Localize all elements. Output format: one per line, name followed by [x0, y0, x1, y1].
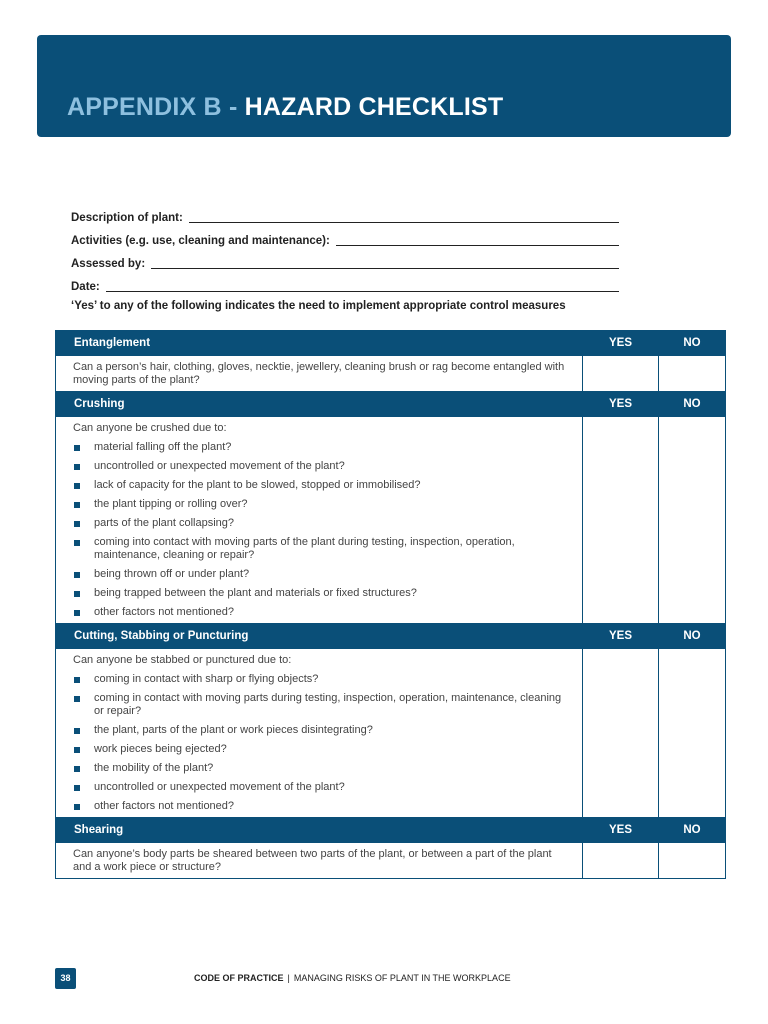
yes-header: YES — [583, 624, 659, 649]
list-item: lack of capacity for the plant to be slowed, stopped or immobilised? — [73, 479, 572, 492]
section-body-cutting — [56, 649, 726, 818]
yes-cell[interactable] — [583, 649, 659, 818]
footer-doc-title: CODE OF PRACTICE — [194, 973, 284, 983]
question-text — [56, 649, 583, 818]
yes-header: YES — [583, 392, 659, 417]
list-item: the plant tipping or rolling over? — [73, 498, 572, 511]
list-item: work pieces being ejected? — [73, 743, 572, 756]
question-text — [56, 417, 583, 624]
list-item: material falling off the plant? — [73, 441, 572, 454]
header-banner — [37, 35, 731, 137]
no-cell[interactable] — [659, 356, 726, 392]
section-body-crushing — [56, 417, 726, 624]
list-item: other factors not mentioned? — [73, 606, 572, 619]
field-label: Description of plant: — [71, 212, 183, 224]
question-text — [56, 356, 583, 392]
list-item: coming in contact with sharp or flying objects? — [73, 673, 572, 686]
field-label: Date: — [71, 281, 100, 293]
field-activities — [71, 225, 619, 248]
list-item: parts of the plant collapsing? — [73, 517, 572, 530]
field-assessed-by — [71, 248, 619, 271]
list-item: being thrown off or under plant? — [73, 568, 572, 581]
no-header: NO — [659, 392, 726, 417]
list-item: coming in contact with moving parts during testing, inspection, operation, maintenance, cleaning or repair? — [73, 692, 572, 718]
section-header-shearing — [56, 818, 726, 843]
yes-cell[interactable] — [583, 843, 659, 879]
section-header-cutting — [56, 624, 726, 649]
assessment-form — [71, 202, 619, 294]
section-body-shearing — [56, 843, 726, 879]
section-title: Cutting, Stabbing or Puncturing — [56, 624, 583, 649]
question-lead: Can anyone be stabbed or punctured due to: — [73, 654, 292, 666]
list-item: coming into contact with moving parts of the plant during testing, inspection, operation, maintenance, cleaning or repair? — [73, 536, 572, 562]
instruction-note: ‘Yes’ to any of the following indicates the need to implement appropriate control measures — [71, 300, 566, 312]
no-cell[interactable] — [659, 843, 726, 879]
no-header: NO — [659, 331, 726, 356]
page-title — [67, 95, 503, 120]
list-item: the mobility of the plant? — [73, 762, 572, 775]
list-item: being trapped between the plant and materials or fixed structures? — [73, 587, 572, 600]
section-title: Crushing — [56, 392, 583, 417]
field-date — [71, 271, 619, 294]
section-header-entanglement — [56, 331, 726, 356]
field-label: Activities (e.g. use, cleaning and maintenance): — [71, 235, 330, 247]
question-text — [56, 843, 583, 879]
description-line[interactable] — [189, 221, 619, 223]
page-number: 38 — [55, 968, 76, 989]
footer-separator: | — [287, 973, 290, 983]
section-header-crushing — [56, 392, 726, 417]
question: Can a person’s hair, clothing, gloves, necktie, jewellery, cleaning brush or rag become entangled with moving parts of the plant? — [73, 361, 565, 386]
yes-cell[interactable] — [583, 356, 659, 392]
assessed-by-line[interactable] — [151, 267, 619, 269]
no-header: NO — [659, 818, 726, 843]
yes-cell[interactable] — [583, 417, 659, 624]
field-description — [71, 202, 619, 225]
no-cell[interactable] — [659, 417, 726, 624]
footer-text — [194, 973, 511, 983]
no-header: NO — [659, 624, 726, 649]
no-cell[interactable] — [659, 649, 726, 818]
list-item: uncontrolled or unexpected movement of the plant? — [73, 781, 572, 794]
question: Can anyone’s body parts be sheared between two parts of the plant, or between a part of the plant and a work piece or structure? — [73, 848, 552, 873]
activities-line[interactable] — [336, 244, 619, 246]
list-item: the plant, parts of the plant or work pieces disintegrating? — [73, 724, 572, 737]
title-main: HAZARD CHECKLIST — [244, 93, 504, 121]
footer-doc-subtitle: MANAGING RISKS OF PLANT IN THE WORKPLACE — [293, 973, 511, 983]
section-body-entanglement — [56, 356, 726, 392]
bullet-list — [73, 673, 572, 813]
section-title: Entanglement — [56, 331, 583, 356]
list-item: uncontrolled or unexpected movement of the plant? — [73, 460, 572, 473]
bullet-list — [73, 441, 572, 619]
list-item: other factors not mentioned? — [73, 800, 572, 813]
hazard-checklist-table — [55, 330, 726, 879]
section-title: Shearing — [56, 818, 583, 843]
title-prefix: APPENDIX B - — [67, 93, 238, 121]
date-line[interactable] — [106, 290, 619, 292]
field-label: Assessed by: — [71, 258, 146, 270]
yes-header: YES — [583, 818, 659, 843]
question-lead: Can anyone be crushed due to: — [73, 422, 227, 434]
page-footer — [55, 968, 725, 988]
yes-header: YES — [583, 331, 659, 356]
